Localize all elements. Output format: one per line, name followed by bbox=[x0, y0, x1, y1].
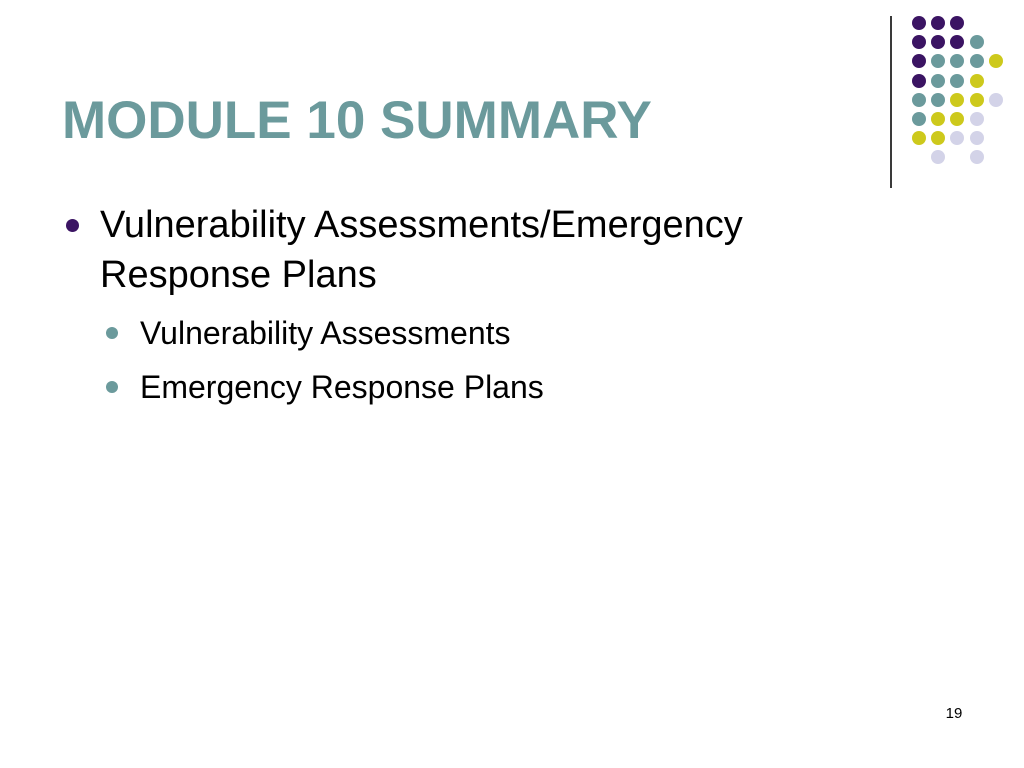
title-divider-line bbox=[890, 16, 892, 188]
decorative-dot-lavender bbox=[970, 150, 984, 164]
decorative-dot-yellow bbox=[931, 112, 945, 126]
decorative-dot-lavender bbox=[970, 112, 984, 126]
decorative-dot-purple bbox=[950, 16, 964, 30]
decorative-dot-teal bbox=[931, 54, 945, 68]
decorative-dot-lavender bbox=[970, 131, 984, 145]
sub-bullet-icon bbox=[106, 381, 118, 393]
decorative-dot-purple bbox=[912, 16, 926, 30]
decorative-dot-yellow bbox=[950, 112, 964, 126]
decorative-dot-yellow bbox=[989, 54, 1003, 68]
bullet-icon bbox=[66, 219, 79, 232]
decorative-dot-lavender bbox=[931, 150, 945, 164]
decorative-dot-yellow bbox=[912, 131, 926, 145]
decorative-dot-teal bbox=[931, 93, 945, 107]
page-number: 19 bbox=[945, 705, 963, 722]
sub-bullet-text: Vulnerability Assessments bbox=[140, 315, 511, 351]
decorative-dot-purple bbox=[912, 35, 926, 49]
decorative-dot-lavender bbox=[950, 131, 964, 145]
decorative-dot-teal bbox=[950, 74, 964, 88]
decorative-dot-teal bbox=[912, 93, 926, 107]
slide-title: MODULE 10 SUMMARY bbox=[62, 91, 652, 150]
decorative-dot-yellow bbox=[950, 93, 964, 107]
decorative-dot-purple bbox=[912, 74, 926, 88]
sub-bullet-text: Emergency Response Plans bbox=[140, 369, 544, 405]
decorative-dot-lavender bbox=[989, 93, 1003, 107]
decorative-dot-purple bbox=[950, 35, 964, 49]
decorative-dot-purple bbox=[931, 16, 945, 30]
decorative-dot-teal bbox=[950, 54, 964, 68]
sub-bullet-icon bbox=[106, 327, 118, 339]
decorative-dot-purple bbox=[912, 54, 926, 68]
bullet-text: Vulnerability Assessments/Emergency Response Plans bbox=[100, 204, 743, 296]
decorative-dot-yellow bbox=[970, 93, 984, 107]
decorative-dot-teal bbox=[970, 54, 984, 68]
decorative-dot-yellow bbox=[931, 131, 945, 145]
decorative-dot-purple bbox=[931, 35, 945, 49]
decorative-dot-teal bbox=[970, 35, 984, 49]
decorative-dot-teal bbox=[912, 112, 926, 126]
decorative-dot-teal bbox=[931, 74, 945, 88]
decorative-dot-yellow bbox=[970, 74, 984, 88]
